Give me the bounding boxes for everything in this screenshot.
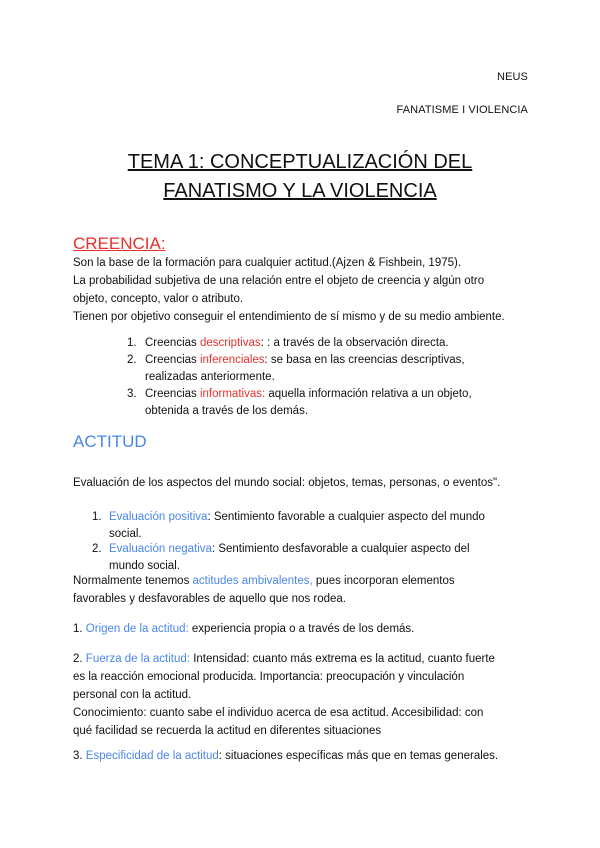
paragraph-text: personal con la actitud. (73, 689, 192, 701)
fuerza-paragraph (73, 650, 543, 740)
list-number: 2. (92, 543, 102, 555)
list-text: : Sentimiento desfavorable a cualquier aspecto del (211, 543, 470, 555)
term-evaluacion-negativa: Evaluación negativa (109, 543, 212, 555)
term-informativas: informativas: (199, 388, 266, 400)
paragraph-number: 1. (73, 623, 86, 635)
list-text: Creencias (145, 354, 200, 366)
list-number: 2. (127, 354, 137, 366)
list-text: aquella información relativa a un objeto, (265, 388, 472, 400)
creencia-line: Tienen por objetivo conseguir el entendimiento de sí mismo y de su medio ambiente. (73, 311, 505, 323)
list-text-continued: realizadas anteriormente. (145, 371, 275, 383)
page-title (60, 148, 540, 206)
list-text: Creencias (145, 337, 200, 349)
term-evaluacion-positiva: Evaluación positiva (109, 511, 208, 523)
header-subject: FANATISME I VIOLENCIA (396, 104, 528, 116)
especificidad-paragraph (73, 747, 543, 765)
paragraph-text: qué facilidad se recuerda la actitud en diferentes situaciones (73, 725, 382, 737)
paragraph-text: favorables y desfavorables de aquello que nos rodea. (73, 593, 346, 605)
paragraph-text: es la reacción emocional producida. Importancia: preocupación y vinculación (73, 671, 465, 683)
list-text-continued: social. (109, 528, 142, 540)
paragraph-number: 2. (73, 653, 86, 665)
creencia-list-item (127, 335, 527, 352)
list-text: : se basa en las creencias descriptivas, (264, 354, 465, 366)
term-origen-actitud: Origen de la actitud: (85, 623, 189, 635)
creencia-paragraph (73, 254, 543, 326)
origen-paragraph (73, 620, 543, 638)
creencia-list-item (127, 386, 527, 420)
actitud-heading: ACTITUD (73, 432, 147, 451)
list-text: Creencias (145, 388, 200, 400)
ambivalent-paragraph (73, 572, 543, 608)
list-text: : : a través de la observación directa. (260, 337, 449, 349)
creencia-line: La probabilidad subjetiva de una relación entre el objeto de creencia y algún otro (73, 275, 485, 287)
list-number: 1. (92, 511, 102, 523)
header-author: NEUS (497, 71, 528, 83)
actitud-definition: Evaluación de los aspectos del mundo social: objetos, temas, personas, o eventos". (73, 477, 501, 489)
list-number: 1. (127, 337, 137, 349)
list-text: : Sentimiento favorable a cualquier aspecto del mundo (207, 511, 485, 523)
creencia-list-item (127, 352, 527, 386)
paragraph-text: Conocimiento: cuanto sabe el individuo acerca de esa actitud. Accesibilidad: con (73, 707, 484, 719)
term-descriptivas: descriptivas (199, 337, 261, 349)
creencia-line: Son la base de la formación para cualquier actitud.(Ajzen & Fishbein, 1975). (73, 257, 462, 269)
list-number: 3. (127, 388, 137, 400)
actitud-list-item (92, 541, 522, 575)
term-actitudes-ambivalentes: actitudes ambivalentes, (192, 575, 313, 587)
title-line-1: TEMA 1: CONCEPTUALIZACIÓN DEL (127, 151, 473, 173)
paragraph-text: Intensidad: cuanto más extrema es la actitud, cuanto fuerte (190, 653, 495, 665)
term-fuerza-actitud: Fuerza de la actitud: (85, 653, 190, 665)
creencia-heading: CREENCIA: (73, 234, 166, 253)
paragraph-text: experiencia propia o a través de los demás. (188, 623, 415, 635)
paragraph-text: Normalmente tenemos (73, 575, 193, 587)
paragraph-number: 3. (73, 750, 86, 762)
term-especificidad-actitud: Especificidad de la actitud (85, 750, 219, 762)
paragraph-text: : situaciones específicas más que en temas generales. (218, 750, 499, 762)
creencia-line: objeto, concepto, valor o atributo. (73, 293, 244, 305)
list-text-continued: obtenida a través de los demás. (145, 405, 309, 417)
paragraph-text: pues incorporan elementos (312, 575, 455, 587)
title-line-2: FANATISMO Y LA VIOLENCIA (163, 180, 437, 202)
list-text-continued: mundo social. (109, 560, 180, 572)
actitud-list-item (92, 509, 522, 543)
term-inferenciales: inferenciales (199, 354, 265, 366)
